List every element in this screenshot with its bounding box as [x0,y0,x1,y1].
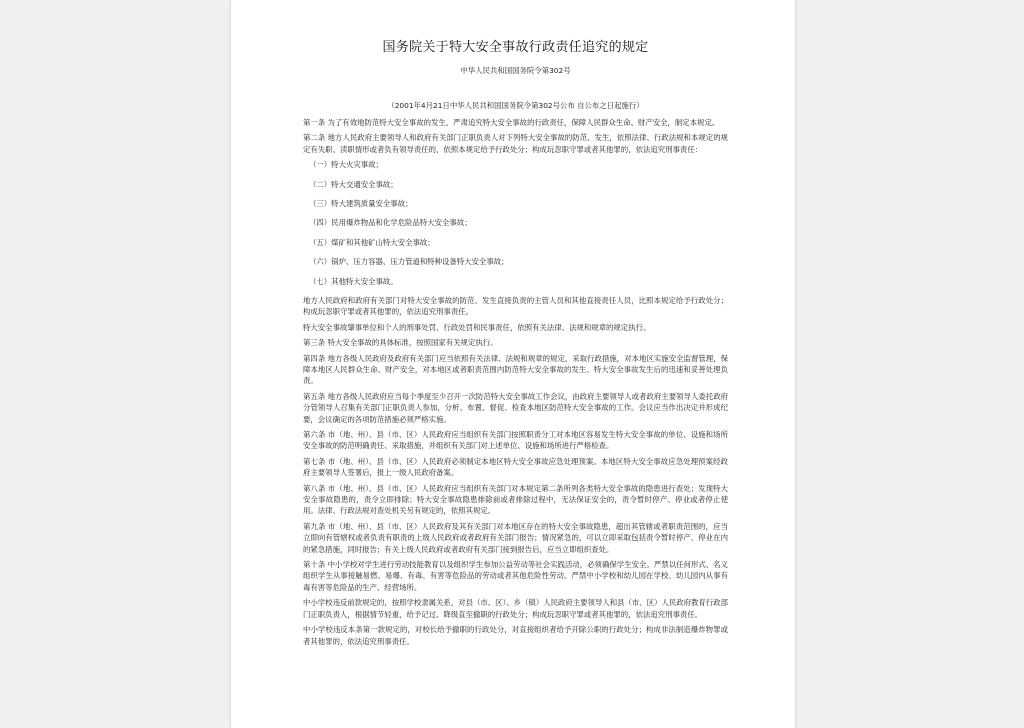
document-subtitle: 中华人民共和国国务院令第302号 [460,66,571,75]
list-item: （一）特大火灾事故； [309,160,383,170]
article-paragraph: 第七条 市（地、州）、县（市、区）人民政府必须制定本地区特大安全事故应急处理预案。本地区特大安全事故应急处理预案经政府主要领导人签署后，报上一级人民政府备案。 [303,456,728,478]
document-page [231,0,795,728]
article-paragraph: 第五条 地方各级人民政府应当每个季度至少召开一次防范特大安全事故工作会议，由政府主要领导人或者政府主要领导人委托政府分管领导人召集有关部门正职负责人参加，分析、布置、督促、检查本地区防范特大安全事故的工作。会议应当作出决定并形成纪要，会议确定的各项防范措施必须严格实施。 [303,391,728,424]
article-paragraph: 中小学校违反前款规定的，按照学校隶属关系，对县（市、区）、乡（镇）人民政府主要领导人和县（市、区）人民政府教育行政部门正职负责人，根据情节轻重，给予记过、降级直至撤职的行政处分；构成玩忽职守罪或者其他罪的，依法追究刑事责任。 [303,598,728,619]
article-paragraph: 特大安全事故肇事单位和个人的刑事处罚、行政处罚和民事责任，依照有关法律、法规和规章的规定执行。 [303,322,651,332]
list-item: （四）民用爆炸物品和化学危险品特大安全事故； [309,218,472,228]
article-paragraph: 第二条 地方人民政府主要领导人和政府有关部门正职负责人对下列特大安全事故的防范、发生，依照法律、行政法规和本规定的规定有失职、渎职情形或者负有领导责任的，依照本规定给予行政处分；构成玩忽职守罪或者其他罪的，依法追究刑事责任： [303,133,728,154]
article-paragraph: 第九条 市（地、州）、县（市、区）人民政府及其有关部门对本地区存在的特大安全事故隐患，超出其管辖或者职责范围的，应当立即向有管辖权或者负责有职责的上级人民政府或者政府有关部门报告；情况紧急的，可以立即采取包括责令暂时停产、停业在内的紧急措施，同时报告；有关上级人民政府或者政府有关部门接到报告后，应当立即组织查处。 [303,521,728,554]
article-paragraph: 第六条 市（地、州）、县（市、区）人民政府应当组织有关部门按照职责分工对本地区容易发生特大安全事故的单位、设施和场所安全事故的防范明确责任、采取措施，并组织有关部门对上述单位、设施和场所进行严格检查。 [303,430,728,451]
article-paragraph: 第八条 市（地、州）、县（市、区）人民政府应当组织有关部门对本规定第二条所列各类特大安全事故的隐患进行查处；发现特大安全事故隐患的，责令立即排除；特大安全事故隐患排除前或者排除过程中，无法保证安全的，责令暂时停产、停业或者停止使用。法律、行政法规对查处机关另有规定的，依照其规定。 [303,483,728,516]
article-paragraph: 中小学校违反本条第一款规定的，对校长给予撤职的行政处分，对直接组织者给予开除公职的行政处分；构成非法制造爆炸物罪或者其他罪的，依法追究刑事责任。 [303,625,728,646]
list-item: （五）煤矿和其他矿山特大安全事故； [309,237,435,247]
list-item: （三）特大建筑质量安全事故； [309,199,413,208]
article-paragraph: 第三条 特大安全事故的具体标准，按照国家有关规定执行。 [303,338,498,348]
list-item: （七）其他特大安全事故。 [309,276,398,286]
article-paragraph: 第四条 地方各级人民政府及政府有关部门应当依照有关法律、法规和规章的规定，采取行政措施，对本地区实施安全监督管理，保障本地区人民群众生命、财产安全，对本地区或者职责范围内防范特大安全事故的发生、特大安全事故发生后的迅速和妥善处理负责。 [303,353,728,386]
list-item: （二）特大交通安全事故； [309,179,398,189]
article-paragraph: 第一条 为了有效地防范特大安全事故的发生，严肃追究特大安全事故的行政责任，保障人民群众生命、财产安全，制定本规定。 [303,118,720,127]
article-paragraph: 地方人民政府和政府有关部门对特大安全事故的防范、发生直接负责的主管人员和其他直接责任人员，比照本规定给予行政处分；构成玩忽职守罪或者其他罪的，依法追究刑事责任。 [303,295,728,317]
page-content [303,36,728,651]
document-title: 国务院关于特大安全事故行政责任追究的规定 [382,40,649,55]
list-item: （六）锅炉、压力容器、压力管道和特种设备特大安全事故； [309,257,509,267]
article-paragraph: 第十条 中小学校对学生进行劳动技能教育以及组织学生参加公益劳动等社会实践活动，必须确保学生安全。严禁以任何形式、名义组织学生从事接触易燃、易爆、有毒、有害等危险品的劳动或者其他危险性劳动。严禁中小学校和幼儿园在学校、幼儿园内从事有毒有害等危险品的生产、经营场所。 [303,560,728,592]
promulgation-date: （2001年4月21日中华人民共和国国务院令第302号公布 自公布之日起施行） [387,101,644,110]
